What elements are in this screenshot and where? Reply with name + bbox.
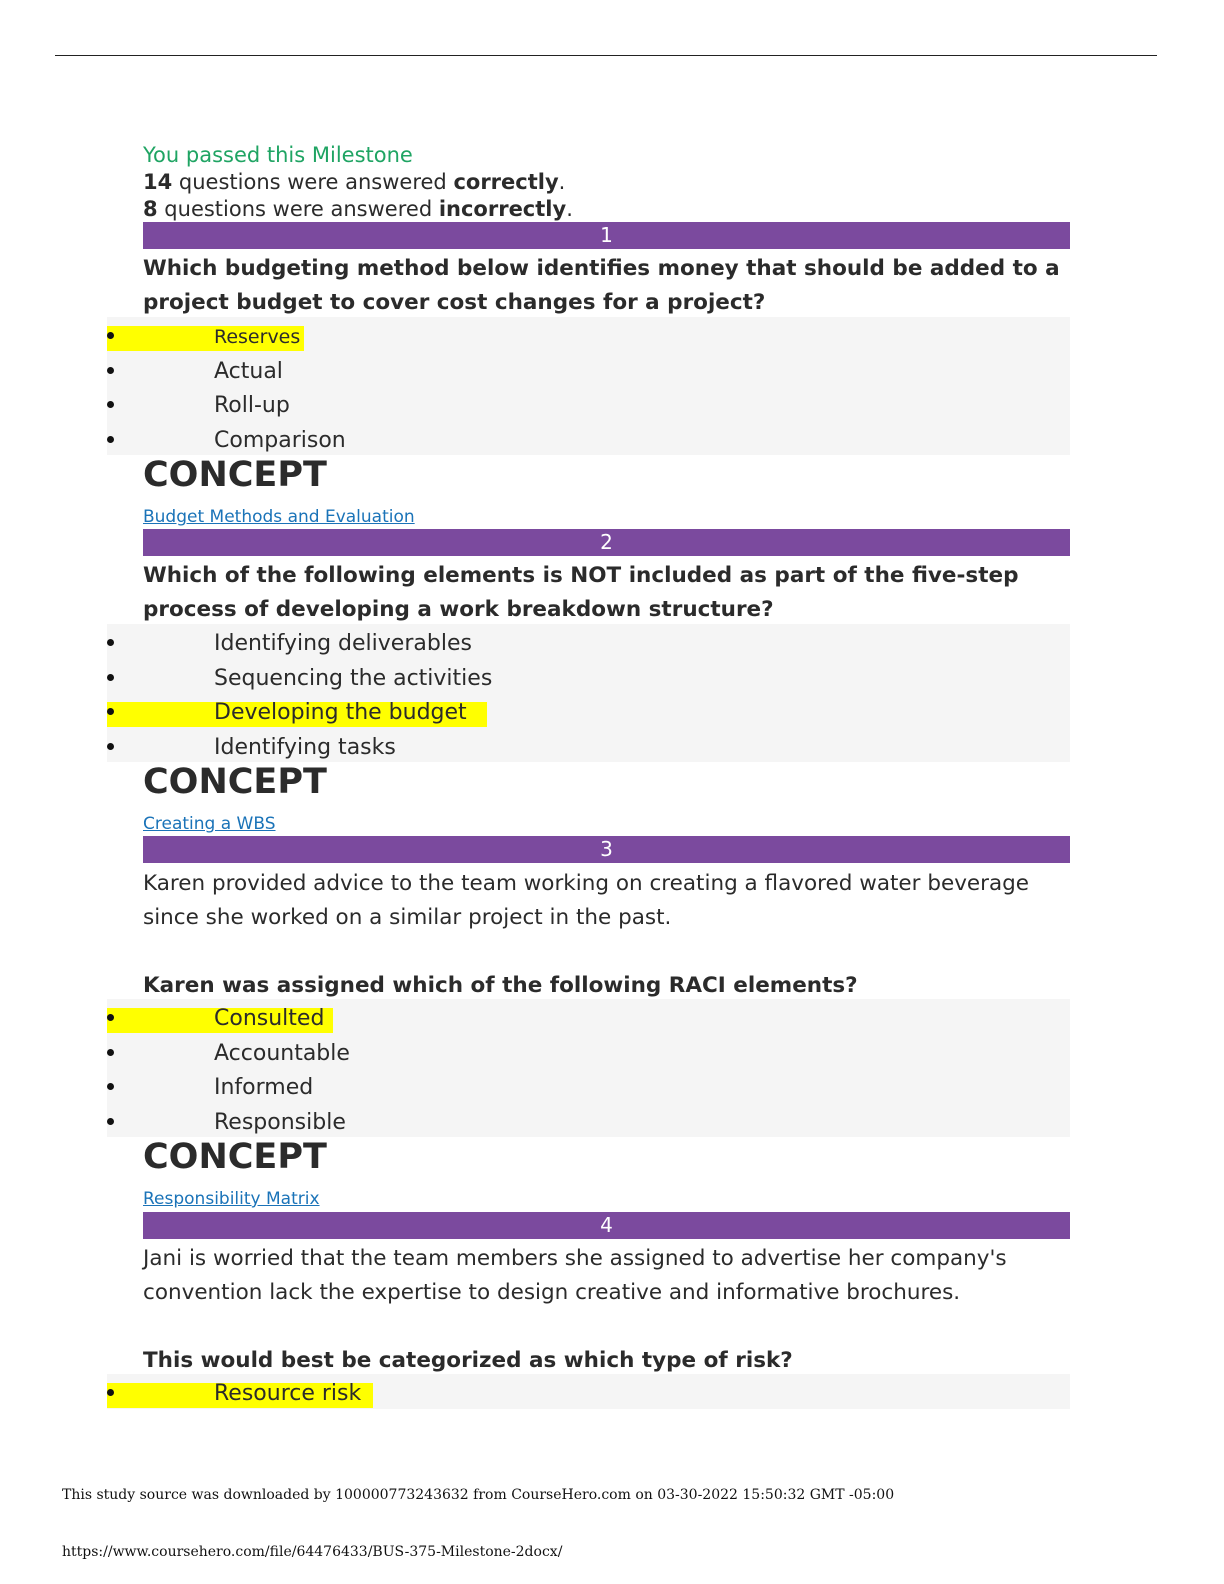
bullet-icon (107, 1389, 114, 1396)
answer-option[interactable] (107, 386, 1070, 421)
answer-list (107, 1374, 1070, 1409)
answer-text: Sequencing the activities (214, 665, 493, 691)
bullet-icon (107, 639, 114, 646)
source-url: https://www.coursehero.com/file/64476433/BUS-375-Milestone-2docx/ (62, 1544, 563, 1560)
answer-option[interactable] (107, 659, 1070, 694)
question-scenario: Karen provided advice to the team working on creating a flavored water beverage since she worked on a similar project in the past. (143, 871, 1030, 930)
answer-text: Informed (214, 1075, 314, 1100)
answer-text: Identifying deliverables (214, 631, 472, 656)
question-number-bar: 1 (143, 222, 1070, 249)
concept-heading: CONCEPT (143, 455, 327, 495)
question-text: Which budgeting method below identifies money that should be added to a project budget to cover cost changes for a project? (143, 256, 1060, 315)
answer-option[interactable] (107, 1103, 1070, 1138)
period: . (566, 197, 573, 221)
question-text: Karen was assigned which of the following RACI elements? (143, 973, 858, 998)
answer-text: Accountable (214, 1040, 350, 1066)
period: . (558, 170, 566, 194)
bullet-icon (107, 1014, 114, 1021)
answer-option[interactable] (107, 1374, 1070, 1409)
concept-link[interactable]: Creating a WBS (143, 814, 276, 834)
download-notice: This study source was downloaded by 100000773243632 from CourseHero.com on 03-30-2022 15:50:32 GMT -05:00 (62, 1487, 895, 1503)
incorrect-summary-text: questions were answered (157, 197, 439, 221)
answer-text: Comparison (214, 427, 346, 453)
concept-link[interactable]: Responsibility Matrix (143, 1189, 320, 1209)
answer-option[interactable] (107, 693, 1070, 728)
answer-text: Consulted (214, 1006, 325, 1031)
correct-summary (143, 169, 1073, 196)
bullet-icon (107, 1083, 114, 1090)
passed-message: You passed this Milestone (143, 143, 413, 167)
incorrect-word: incorrectly (438, 197, 567, 221)
bullet-icon (107, 1118, 114, 1125)
correct-summary-text: questions were answered (172, 170, 454, 194)
bullet-icon (107, 1049, 114, 1056)
answer-option[interactable] (107, 421, 1070, 456)
answer-text: Identifying tasks (214, 734, 396, 760)
answer-list (107, 317, 1070, 455)
concept-heading: CONCEPT (143, 762, 327, 802)
question-scenario: Jani is worried that the team members she assigned to advertise her company's convention lack the expertise to design creative and informative brochures. (143, 1246, 1007, 1305)
answer-option[interactable] (107, 1068, 1070, 1103)
correct-count: 14 (143, 170, 173, 194)
answer-option[interactable] (107, 999, 1070, 1034)
answer-text: Responsible (214, 1109, 346, 1135)
bullet-icon (107, 743, 114, 750)
answer-list (107, 624, 1070, 762)
bullet-icon (107, 401, 114, 408)
question-text: Which of the following elements is NOT included as part of the five-step process of developing a work breakdown structure? (143, 563, 1019, 622)
question-text: This would best be categorized as which type of risk? (143, 1348, 793, 1373)
milestone-status (143, 142, 1073, 223)
answer-text: Resource risk (214, 1381, 362, 1406)
answer-option[interactable] (107, 317, 1070, 352)
answer-text: Roll-up (214, 393, 290, 418)
correct-word: correctly (453, 170, 559, 194)
incorrect-summary (143, 196, 1073, 223)
bullet-icon (107, 436, 114, 443)
answer-option[interactable] (107, 624, 1070, 659)
answer-text: Reserves (214, 326, 301, 348)
incorrect-count: 8 (143, 197, 158, 221)
question-number-bar: 4 (143, 1212, 1070, 1239)
answer-text: Actual (214, 358, 283, 384)
bullet-icon (107, 367, 114, 374)
question-number-bar: 3 (143, 836, 1070, 863)
answer-option[interactable] (107, 1034, 1070, 1069)
concept-heading: CONCEPT (143, 1137, 327, 1177)
question-number-bar: 2 (143, 529, 1070, 556)
answer-option[interactable] (107, 728, 1070, 763)
bullet-icon (107, 332, 114, 339)
answer-option[interactable] (107, 352, 1070, 387)
bullet-icon (107, 674, 114, 681)
answer-text: Developing the budget (214, 700, 467, 725)
answer-list (107, 999, 1070, 1137)
bullet-icon (107, 708, 114, 715)
concept-link[interactable]: Budget Methods and Evaluation (143, 507, 415, 527)
top-rule (55, 55, 1157, 56)
